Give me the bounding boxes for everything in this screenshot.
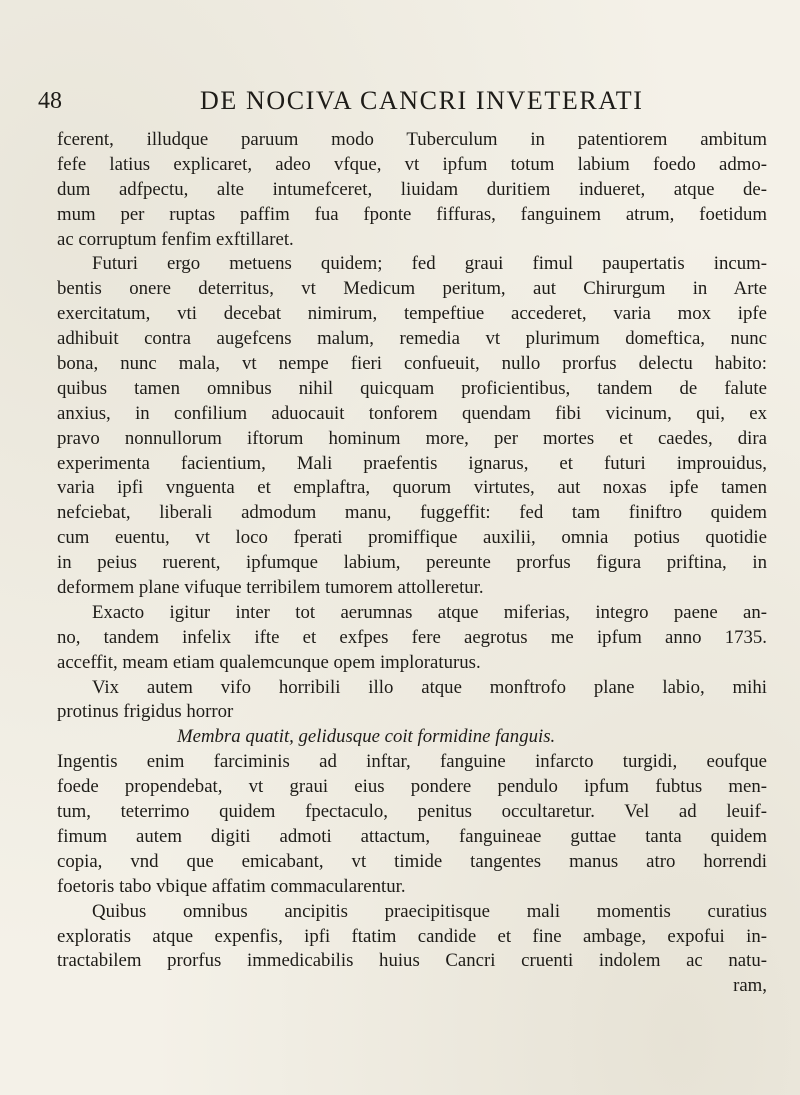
text-line: acceffit, meam etiam qualemcunque opem imploraturus. xyxy=(57,651,481,673)
text-line: in peius ruerent, ipfumque labium, pereunte prorfus figura priftina, in xyxy=(57,552,767,574)
text-line: Exacto igitur inter tot aerumnas atque miferias, integro paene an- xyxy=(92,601,767,623)
text-line: mum per ruptas paffim fua fponte fiffuras, fanguinem atrum, foetidum xyxy=(57,203,767,225)
text-line: fefe latius explicaret, adeo vfque, vt ipfum totum labium foedo admo- xyxy=(57,153,767,175)
text-line: Vix autem vifo horribili illo atque monftrofo plane labio, mihi xyxy=(92,676,767,698)
verse-quote: Membra quatit, gelidusque coit formidine fanguis. xyxy=(177,726,556,748)
text-line: varia ipfi vnguenta et emplaftra, quorum virtutes, aut noxas ipfe tamen xyxy=(57,477,767,499)
text-line: adhibuit contra augefcens malum, remedia vt plurimum domeftica, nunc xyxy=(57,328,767,350)
text-line: Futuri ergo metuens quidem; fed graui fimul paupertatis incum- xyxy=(92,253,767,275)
text-line: tum, teterrimo quidem fpectaculo, penitus occultaretur. Vel ad leuif- xyxy=(57,801,767,823)
catchword: ram, xyxy=(733,975,767,997)
text-line: protinus frigidus horror xyxy=(57,701,234,723)
text-line: experimenta facientium, Mali praefentis ignarus, et futuri improuidus, xyxy=(57,452,767,474)
page-number: 48 xyxy=(38,88,62,114)
text-line: exploratis atque expenfis, ipfi ftatim candide et fine ambage, expofui in- xyxy=(57,925,767,947)
text-line: dum adfpectu, alte intumefceret, liuidam duritiem indueret, atque de- xyxy=(57,178,767,200)
running-head: DE NOCIVA CANCRI INVETERATI xyxy=(200,86,644,115)
text-line: foetoris tabo vbique affatim commacularentur. xyxy=(57,875,406,897)
text-line: copia, vnd que emicabant, vt timide tangentes manus atro horrendi xyxy=(57,850,767,872)
text-line: foede propendebat, vt graui eius pondere pendulo ipfum fubtus men- xyxy=(57,776,767,798)
text-line: cum euentu, vt loco fperati promiffique auxilii, omnia potius quotidie xyxy=(57,527,767,549)
text-line: Ingentis enim farciminis ad inftar, fanguine infarcto turgidi, eoufque xyxy=(57,751,767,773)
body-text xyxy=(57,128,767,999)
text-line: ac corruptum fenfim exftillaret. xyxy=(57,228,294,250)
text-line: deformem plane vifuque terribilem tumorem attolleretur. xyxy=(57,577,484,599)
text-line: Quibus omnibus ancipitis praecipitisque mali momentis curatius xyxy=(92,900,767,922)
text-line: nefciebat, liberali admodum manu, fuggeffit: fed tam finiftro quidem xyxy=(57,502,767,524)
text-line: fimum autem digiti admoti attactum, fanguineae guttae tanta quidem xyxy=(57,825,767,847)
text-line: tractabilem prorfus immedicabilis huius Cancri cruenti indolem ac natu- xyxy=(57,950,767,972)
text-line: fcerent, illudque paruum modo Tuberculum in patentiorem ambitum xyxy=(57,129,767,150)
text-line: quibus tamen omnibus nihil quicquam proficientibus, tandem de falute xyxy=(57,377,767,399)
text-line: bentis onere deterritus, vt Medicum peritum, aut Chirurgum in Arte xyxy=(57,278,767,300)
page-header xyxy=(38,86,758,120)
text-line: pravo nonnullorum iftorum hominum more, per mortes et caedes, dira xyxy=(57,427,767,449)
text-line: anxius, in confilium aduocauit tonforem quendam fibi vicinum, qui, ex xyxy=(57,402,767,424)
text-line: exercitatum, vti decebat nimirum, tempeftiue accederet, varia mox ipfe xyxy=(57,303,767,325)
text-line: no, tandem infelix ifte et exfpes fere aegrotus me ipfum anno 1735. xyxy=(57,626,767,648)
text-line: bona, nunc mala, vt nempe fieri confueuit, nullo prorfus delectu habito: xyxy=(57,353,767,375)
